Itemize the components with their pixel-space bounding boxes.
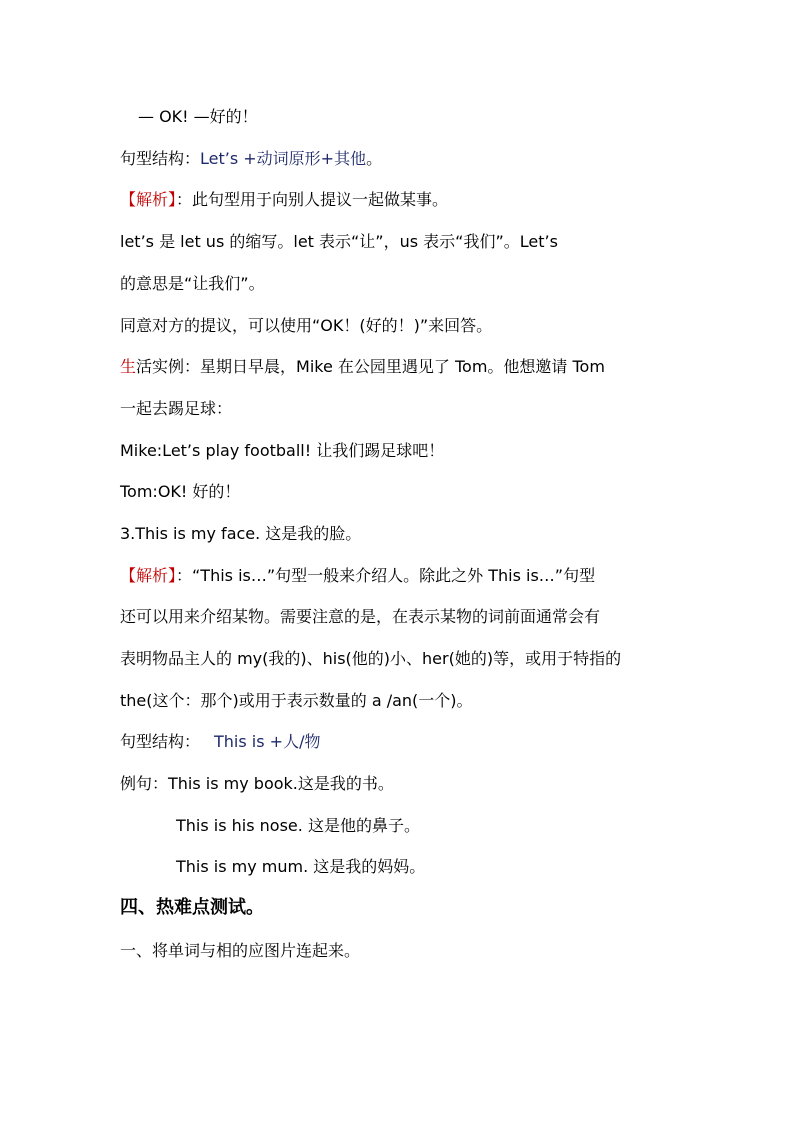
paragraph-line: let’s 是 let us 的缩写。let 表示“让”，us 表示“我们”。Let’s	[120, 232, 558, 251]
sentence-pattern-line	[120, 148, 382, 170]
paragraph-line: the(这个：那个)或用于表示数量的 a /an(一个)。	[120, 691, 473, 710]
dialog-reply-line: — OK! —好的！	[138, 107, 258, 126]
pattern-label: 句型结构：	[120, 149, 201, 168]
life-example-line	[120, 356, 605, 378]
exercise-instruction: 一、将单词与相的应图片连起来。	[120, 941, 361, 960]
analysis-text: ：此句型用于向别人提议一起做某事。	[176, 190, 449, 209]
analysis-label: 【解析】	[120, 190, 177, 209]
example-line: This is my mum. 这是我的妈妈。	[176, 857, 426, 876]
paragraph-line: 表明物品主人的 my(我的)、his(他的)小、her(她的)等，或用于特指的	[120, 649, 622, 668]
section-heading: 四、热难点测试。	[120, 897, 264, 918]
paragraph-line: 还可以用来介绍某物。需要注意的是，在表示某物的词前面通常会有	[120, 607, 601, 626]
paragraph-line: 同意对方的提议，可以使用“OK！(好的！)”来回答。	[120, 316, 493, 335]
analysis-text: ：“This is…”句型一般来介绍人。除此之外 This is…”句型	[176, 566, 596, 585]
numbered-item: 3.This is my face. 这是我的脸。	[120, 524, 362, 543]
analysis-label: 【解析】	[120, 566, 177, 585]
pattern-period: 。	[366, 149, 383, 168]
paragraph-line: 一起去踢足球：	[120, 399, 233, 418]
dialog-line: Tom:OK! 好的！	[120, 482, 241, 501]
pattern-structure: This is +人/物	[214, 732, 321, 751]
life-example-text: 活实例：星期日早晨，Mike 在公园里遇见了 Tom。他想邀请 Tom	[136, 357, 605, 376]
pattern-structure: Let’s +动词原形+其他	[200, 149, 367, 168]
analysis-line	[120, 565, 595, 587]
analysis-line	[120, 189, 448, 211]
pattern-label: 句型结构：	[120, 732, 201, 751]
dialog-line: Mike:Let’s play football! 让我们踢足球吧！	[120, 441, 445, 460]
life-example-label: 生	[120, 357, 137, 376]
sentence-pattern-line	[120, 731, 320, 753]
example-line: 例句：This is my book.这是我的书。	[120, 774, 394, 793]
example-line: This is his nose. 这是他的鼻子。	[176, 816, 420, 835]
paragraph-line: 的意思是“让我们”。	[120, 274, 265, 293]
